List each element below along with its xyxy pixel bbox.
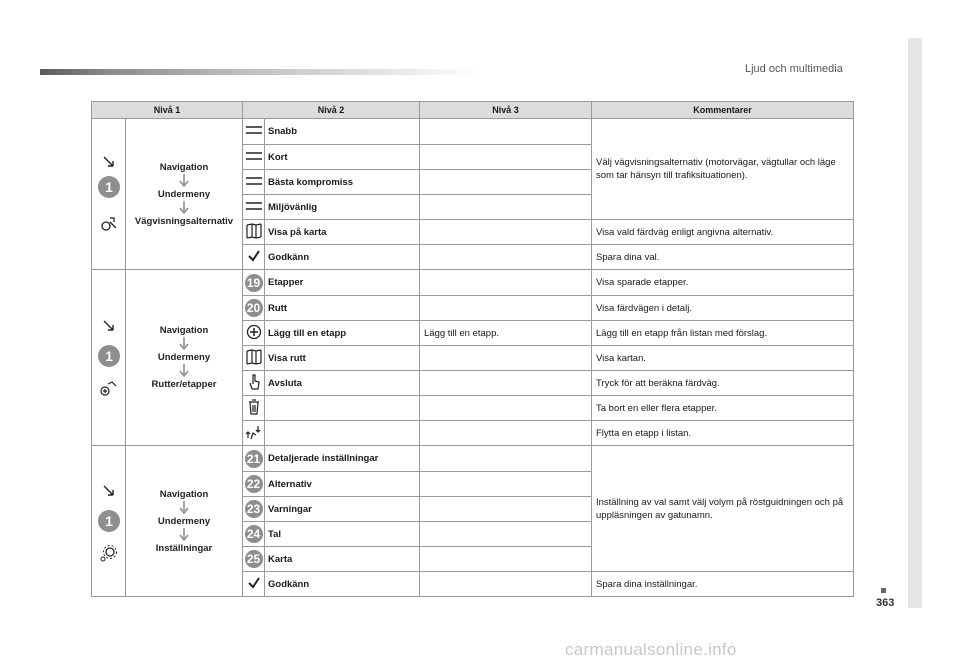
col-header-level2: Nivå 2: [243, 102, 420, 119]
level2-cell: [126, 119, 243, 270]
option-label[interactable]: Alternativ: [265, 472, 420, 497]
route-add-icon: [100, 378, 118, 396]
comment-cell: Flytta en etapp i listan.: [592, 421, 854, 446]
comment-cell: Visa sparade etapper.: [592, 270, 854, 296]
option-label[interactable]: Varningar: [265, 497, 420, 522]
menu-number-badge: 19: [245, 274, 263, 292]
menu-number-badge: 25: [245, 550, 263, 568]
option-label[interactable]: Etapper: [265, 270, 420, 296]
menu-number-badge: 23: [245, 500, 263, 518]
option-label[interactable]: Lägg till en etapp: [265, 321, 420, 346]
page-number: 363: [876, 597, 895, 609]
add-icon: [245, 324, 263, 340]
level2-item: Inställningar: [155, 542, 213, 554]
level2-submenu: Undermeny: [157, 188, 211, 200]
level1-cell: [92, 119, 126, 270]
touch-icon: [245, 374, 263, 390]
level2-menu: Navigation: [159, 488, 209, 500]
navigation-arrow-icon: [100, 153, 118, 171]
page-marker: [881, 588, 886, 593]
option-label[interactable]: Visa på karta: [265, 220, 420, 245]
route-settings-icon: [100, 214, 118, 232]
table-header-row: [92, 102, 854, 119]
menu-number-badge: 20: [245, 299, 263, 317]
arrow-down-icon: [177, 364, 191, 378]
level2-cell: [126, 270, 243, 446]
check-icon: [245, 575, 263, 591]
settings-icon: [100, 544, 118, 562]
option-label[interactable]: Snabb: [265, 119, 420, 145]
move-icon: [245, 424, 263, 440]
col-header-comments: Kommentarer: [592, 102, 854, 119]
arrow-down-icon: [177, 337, 191, 351]
watermark: carmanualsonline.info: [565, 640, 737, 659]
option-label[interactable]: Rutt: [265, 296, 420, 321]
level2-submenu: Undermeny: [157, 352, 211, 363]
trash-icon: [245, 399, 263, 415]
arrow-down-icon: [177, 201, 191, 215]
level2-menu: Navigation: [159, 161, 209, 173]
map-icon: [245, 223, 263, 239]
level2-submenu: Undermeny: [157, 515, 211, 527]
option-label[interactable]: Godkänn: [265, 245, 420, 270]
comment-cell: Spara dina val.: [592, 245, 854, 270]
arrow-down-icon: [177, 174, 191, 188]
comment-cell: Lägg till en etapp från listan med förslag.: [592, 321, 854, 346]
option-label[interactable]: [265, 421, 420, 446]
level2-cell: [126, 446, 243, 597]
col-header-level3: Nivå 3: [420, 102, 592, 119]
option-label[interactable]: Visa rutt: [265, 346, 420, 371]
arrow-down-icon: [177, 528, 191, 542]
menu-number-badge: 21: [245, 450, 263, 468]
check-icon: [245, 248, 263, 264]
map-icon: [245, 349, 263, 365]
comment-cell: Inställning av val samt välj volym på röstguidningen och på uppläsningen av gatunamn.: [592, 446, 854, 572]
comment-cell: Visa vald färdväg enligt angivna alternativ.: [592, 220, 854, 245]
level1-number: 1: [98, 510, 120, 532]
level3-cell: Lägg till en etapp.: [420, 321, 592, 346]
option-label[interactable]: Karta: [265, 547, 420, 572]
comment-cell: Välj vägvisningsalternativ (motorvägar, vägtullar och läge som tar hänsyn till trafiksituationen).: [592, 119, 854, 220]
col-header-level1: Nivå 1: [92, 102, 243, 119]
road-icon: [245, 173, 263, 189]
side-strip: [908, 38, 922, 608]
level1-cell: [92, 446, 126, 597]
level2-menu: Navigation: [159, 325, 209, 336]
arrow-down-icon: [177, 501, 191, 515]
comment-cell: Visa kartan.: [592, 346, 854, 371]
level1-number: 1: [98, 345, 120, 367]
level2-item: Rutter/etapper: [151, 379, 217, 390]
option-label[interactable]: Godkänn: [265, 572, 420, 597]
comment-cell: Spara dina inställningar.: [592, 572, 854, 597]
level1-number: 1: [98, 176, 120, 198]
option-label[interactable]: Bästa kompromiss: [265, 170, 420, 195]
option-label[interactable]: Detaljerade inställningar: [265, 446, 420, 472]
option-label[interactable]: Kort: [265, 145, 420, 170]
option-label[interactable]: [265, 396, 420, 421]
header-gradient-bar: [40, 69, 480, 75]
option-label[interactable]: Tal: [265, 522, 420, 547]
navigation-arrow-icon: [100, 317, 118, 335]
road-icon: [245, 198, 263, 214]
menu-number-badge: 24: [245, 525, 263, 543]
menu-number-badge: 22: [245, 475, 263, 493]
header-title: Ljud och multimedia: [745, 63, 843, 75]
level1-cell: [92, 270, 126, 446]
option-label[interactable]: Avsluta: [265, 371, 420, 396]
road-icon: [245, 148, 263, 164]
comment-cell: Visa färdvägen i detalj.: [592, 296, 854, 321]
level2-item: Vägvisningsalternativ: [134, 215, 234, 227]
comment-cell: Ta bort en eller flera etapper.: [592, 396, 854, 421]
navigation-arrow-icon: [100, 482, 118, 500]
option-label[interactable]: Miljövänlig: [265, 195, 420, 220]
road-icon: [245, 122, 263, 138]
menu-table: [91, 101, 854, 597]
comment-cell: Tryck för att beräkna färdväg.: [592, 371, 854, 396]
